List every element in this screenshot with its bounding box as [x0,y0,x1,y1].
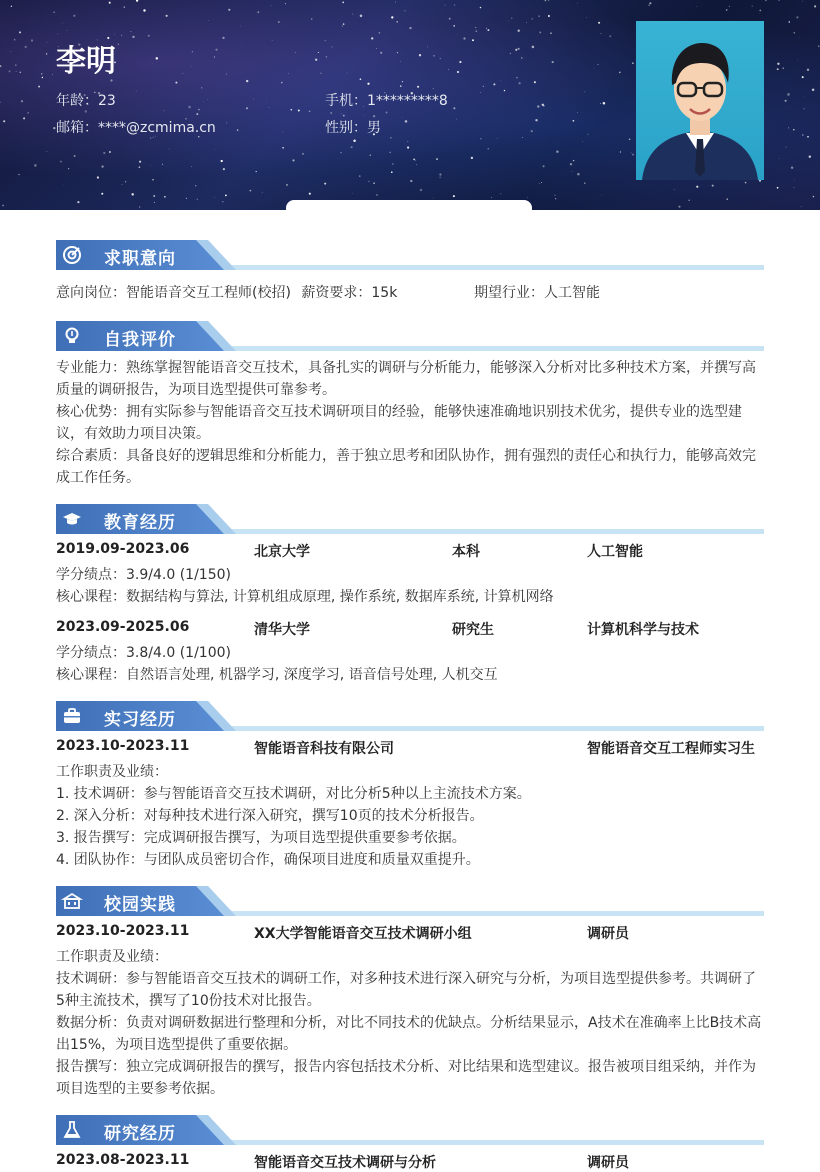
intern-company: 智能语音科技有限公司 [254,738,394,758]
intern-line: 2. 深入分析：对每种技术进行深入研究，撰写10页的技术分析报告。 [56,805,764,827]
self-eval-quality: 综合素质：具备良好的逻辑思维和分析能力，善于独立思考和团队协作，拥有强烈的责任心和执行力，能够高效完成工作任务。 [56,445,764,489]
edu-school: 北京大学 [254,541,310,561]
section-title: 研究经历 [104,1119,176,1144]
campus-paragraph: 报告撰写：独立完成调研报告的撰写，报告内容包括技术分析、对比结果和选型建议。报告被项目组采纳，并作为项目选型的主要参考依据。 [56,1056,764,1100]
edu-degree: 本科 [452,541,480,561]
intern-period: 2023.10-2023.11 [56,738,189,754]
edu-period: 2023.09-2025.06 [56,619,189,635]
resume-header [0,0,820,210]
section-header-education [56,504,764,538]
intent-position: 意向岗位：智能语音交互工程师(校招) [56,285,291,301]
campus-paragraph: 技术调研：参与智能语音交互技术的调研工作，对多种技术进行深入研究与分析，为项目选型提供参考。共调研了5种主流技术，撰写了10份技术对比报告。 [56,968,764,1012]
campus-period: 2023.10-2023.11 [56,923,189,939]
intent-industry: 期望行业：人工智能 [474,282,600,304]
age-field: 年龄：23 [56,90,116,110]
section-header-self-evaluation [56,321,764,355]
intern-role: 智能语音交互工程师实习生 [587,738,755,758]
edu-gpa: 学分绩点：3.8/4.0 (1/100) [56,642,764,664]
edu-school: 清华大学 [254,619,310,639]
edu-degree: 研究生 [452,619,494,639]
intern-line: 工作职责及业绩： [56,761,764,783]
section-header-job-intent [56,240,764,274]
phone-field: 手机：1*********8 [325,90,448,110]
research-period: 2023.08-2023.11 [56,1152,189,1168]
campus-label: 工作职责及业绩： [56,946,764,968]
edu-gpa: 学分绩点：3.9/4.0 (1/150) [56,564,764,586]
campus-role: 调研员 [587,923,629,943]
intent-salary: 薪资要求：15k [301,285,397,301]
section-title: 自我评价 [104,325,176,350]
profile-photo [636,21,764,180]
section-header-campus-practice [56,886,764,920]
target-icon [62,245,82,265]
header-notch [286,200,532,214]
edu-major: 计算机科学与技术 [587,619,699,639]
intern-line: 3. 报告撰写：完成调研报告撰写，为项目选型提供重要参考依据。 [56,827,764,849]
edu-courses: 核心课程：自然语言处理, 机器学习, 深度学习, 语音信号处理, 人机交互 [56,664,764,686]
email-field: 邮箱：****@zcmima.cn [56,117,216,137]
briefcase-icon [62,706,82,726]
research-role: 调研员 [587,1152,629,1172]
intern-line: 1. 技术调研：参与智能语音交互技术调研，对比分析5种以上主流技术方案。 [56,783,764,805]
edu-major: 人工智能 [587,541,643,561]
section-title: 教育经历 [104,508,176,533]
campus-org: XX大学智能语音交互技术调研小组 [254,923,472,943]
candidate-name: 李明 [56,36,116,80]
graduation-cap-icon [62,509,82,529]
section-title: 求职意向 [104,244,176,269]
section-header-internship [56,701,764,735]
campus-paragraph: 数据分析：负责对调研数据进行整理和分析，对比不同技术的优缺点。分析结果显示，A技术在准确率上比B技术高出15%，为项目选型提供了重要依据。 [56,1012,764,1056]
research-topic: 智能语音交互技术调研与分析 [254,1152,436,1172]
section-header-research [56,1115,764,1149]
edu-courses: 核心课程：数据结构与算法, 计算机组成原理, 操作系统, 数据库系统, 计算机网络 [56,586,764,608]
intern-line: 4. 团队协作：与团队成员密切合作，确保项目进度和质量双重提升。 [56,849,764,871]
edu-period: 2019.09-2023.06 [56,541,189,557]
flask-icon [62,1120,82,1140]
section-title: 实习经历 [104,705,176,730]
job-intent-row [56,282,764,304]
section-title: 校园实践 [104,890,176,915]
self-eval-professional: 专业能力：熟练掌握智能语音交互技术，具备扎实的调研与分析能力，能够深入分析对比多种技术方案，并撰写高质量的调研报告，为项目选型提供可靠参考。 [56,357,764,401]
gender-field: 性别：男 [325,117,381,137]
school-building-icon [62,891,82,911]
lightbulb-icon [62,326,82,346]
self-eval-strength: 核心优势：拥有实际参与智能语音交互技术调研项目的经验，能够快速准确地识别技术优劣，提供专业的选型建议，有效助力项目决策。 [56,401,764,445]
